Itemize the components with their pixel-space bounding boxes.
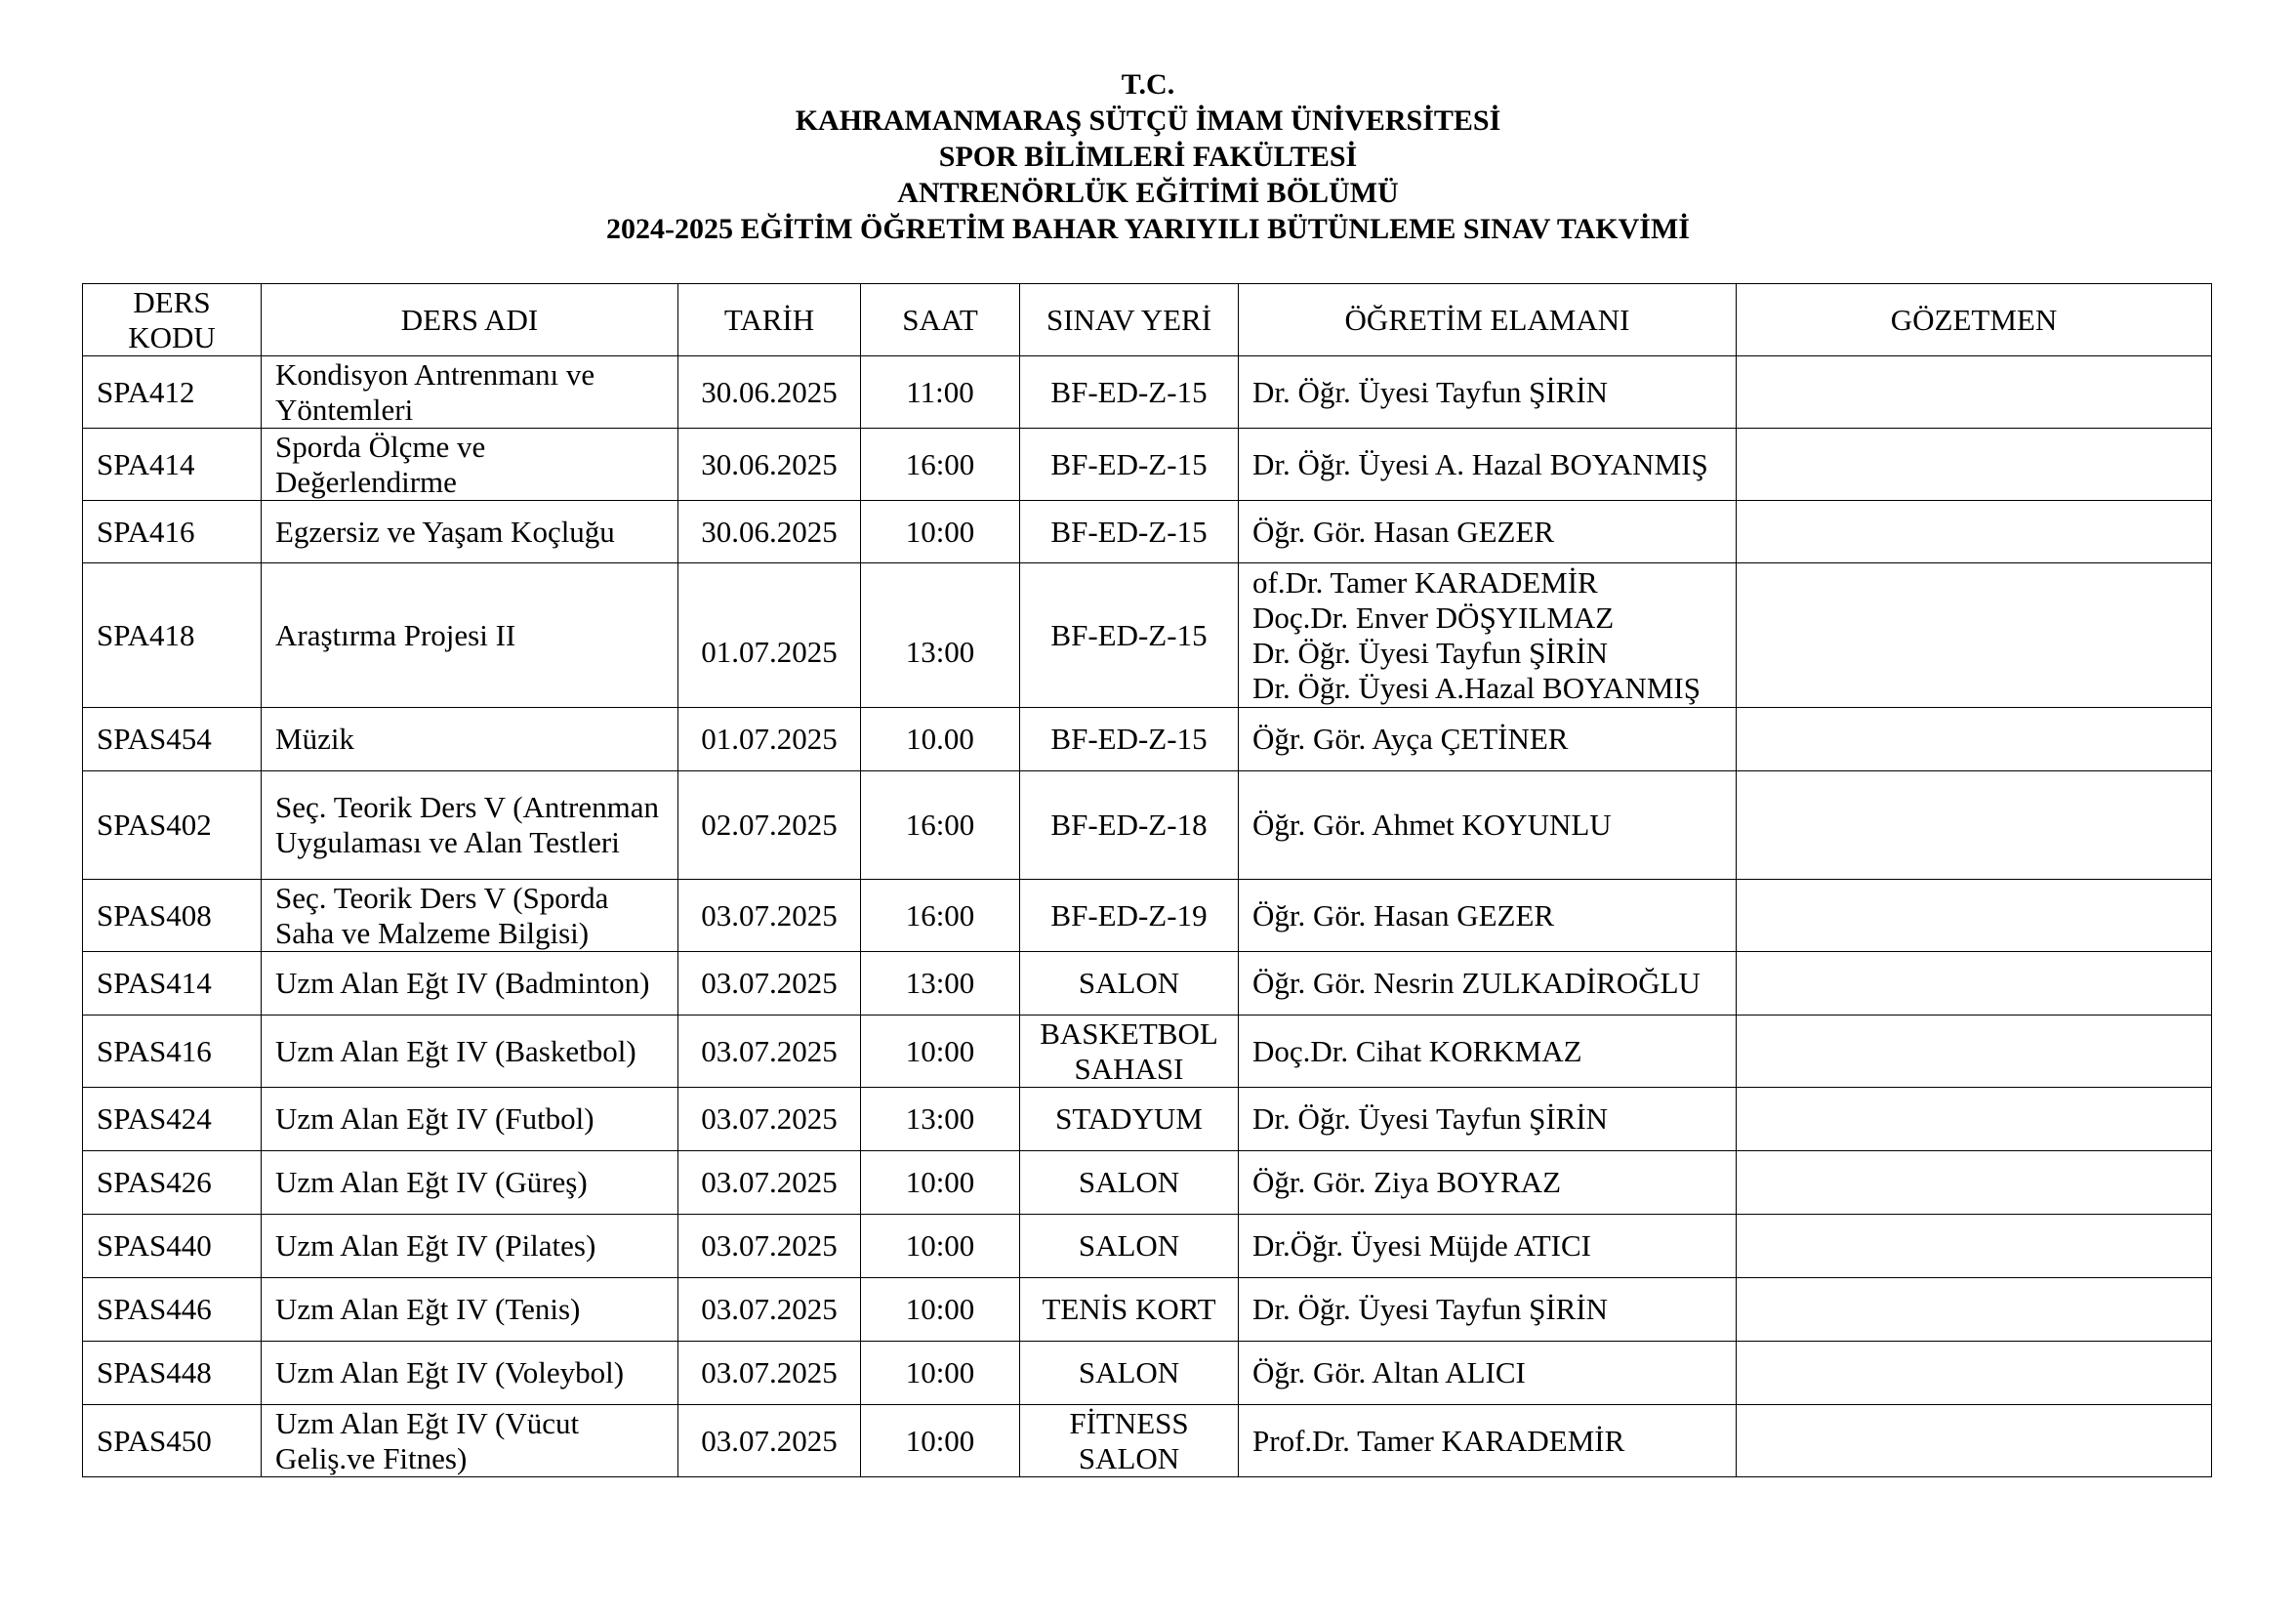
cell-instructor: Öğr. Gör. Hasan GEZER: [1239, 880, 1737, 952]
cell-proctor: [1737, 1016, 2212, 1088]
header-date: TARİH: [678, 284, 861, 356]
table-row: [83, 356, 2212, 429]
cell-time: 16:00: [861, 880, 1020, 952]
cell-time: 16:00: [861, 429, 1020, 501]
cell-course-code: SPAS416: [83, 1016, 262, 1088]
cell-course-name: Uzm Alan Eğt IV (Basketbol): [262, 1016, 678, 1088]
header-course-code-line1: DERS: [133, 284, 211, 319]
cell-place: STADYUM: [1020, 1088, 1239, 1151]
cell-proctor: [1737, 563, 2212, 708]
header-line-tc: T.C.: [1121, 68, 1175, 101]
cell-proctor: [1737, 1151, 2212, 1215]
cell-course-name: Uzm Alan Eğt IV (Güreş): [262, 1151, 678, 1215]
cell-course-name: Uzm Alan Eğt IV (Tenis): [262, 1278, 678, 1342]
header-time: SAAT: [861, 284, 1020, 356]
header-place: SINAV YERİ: [1020, 284, 1239, 356]
cell-instructor: [1239, 563, 1737, 708]
cell-instructor: Dr. Öğr. Üyesi Tayfun ŞİRİN: [1239, 1088, 1737, 1151]
cell-proctor: [1737, 1088, 2212, 1151]
table-row: [83, 708, 2212, 771]
table-row: [83, 501, 2212, 563]
cell-place: BF-ED-Z-18: [1020, 771, 1239, 880]
cell-course-code: SPAS440: [83, 1215, 262, 1278]
cell-instructor: Öğr. Gör. Ayça ÇETİNER: [1239, 708, 1737, 771]
cell-time: 10:00: [861, 1215, 1020, 1278]
cell-date: 03.07.2025: [678, 952, 861, 1016]
cell-place: SALON: [1020, 1342, 1239, 1405]
table-row: [83, 1151, 2212, 1215]
table-row: [83, 1405, 2212, 1477]
cell-date: 03.07.2025: [678, 1215, 861, 1278]
cell-course-code: SPAS414: [83, 952, 262, 1016]
cell-course-name: Uzm Alan Eğt IV (Futbol): [262, 1088, 678, 1151]
cell-date: 30.06.2025: [678, 429, 861, 501]
cell-course-name: Seç. Teorik Ders V (Sporda Saha ve Malzeme Bilgisi): [262, 880, 678, 952]
cell-proctor: [1737, 356, 2212, 429]
cell-instructor: Dr. Öğr. Üyesi A. Hazal BOYANMIŞ: [1239, 429, 1737, 501]
cell-date: 02.07.2025: [678, 771, 861, 880]
cell-place: BF-ED-Z-15: [1020, 501, 1239, 563]
cell-place: BF-ED-Z-15: [1020, 708, 1239, 771]
table-row: [83, 771, 2212, 880]
cell-time: 10:00: [861, 1342, 1020, 1405]
cell-place: BF-ED-Z-15: [1020, 356, 1239, 429]
table-row: [83, 880, 2212, 952]
cell-place: BF-ED-Z-15: [1020, 429, 1239, 501]
cell-date: 03.07.2025: [678, 1151, 861, 1215]
cell-instructor: Dr. Öğr. Üyesi Tayfun ŞİRİN: [1239, 1278, 1737, 1342]
cell-course-name: Uzm Alan Eğt IV (Badminton): [262, 952, 678, 1016]
table-row: [83, 1278, 2212, 1342]
cell-place: BASKETBOL SAHASI: [1020, 1016, 1239, 1088]
cell-instructor: Öğr. Gör. Altan ALICI: [1239, 1342, 1737, 1405]
table-row: [83, 1342, 2212, 1405]
header-proctor: GÖZETMEN: [1737, 284, 2212, 356]
cell-course-code: SPAS402: [83, 771, 262, 880]
cell-date: 30.06.2025: [678, 501, 861, 563]
cell-instructor: Dr.Öğr. Üyesi Müjde ATICI: [1239, 1215, 1737, 1278]
table-row: [83, 1215, 2212, 1278]
cell-course-name: Uzm Alan Eğt IV (Vücut Geliş.ve Fitnes): [262, 1405, 678, 1477]
cell-time: 11:00: [861, 356, 1020, 429]
cell-proctor: [1737, 771, 2212, 880]
table-header-row: [83, 284, 2212, 356]
instructor-name: of.Dr. Tamer KARADEMİR: [1252, 564, 1598, 600]
cell-date: 03.07.2025: [678, 1088, 861, 1151]
table-row: [83, 563, 2212, 708]
cell-instructor: Öğr. Gör. Ziya BOYRAZ: [1239, 1151, 1737, 1215]
cell-time: 10:00: [861, 1016, 1020, 1088]
cell-course-name: Müzik: [262, 708, 678, 771]
header-line-university: KAHRAMANMARAŞ SÜTÇÜ İMAM ÜNİVERSİTESİ: [795, 104, 1501, 137]
header-line-schedule-title: 2024-2025 EĞİTİM ÖĞRETİM BAHAR YARIYILI BÜTÜNLEME SINAV TAKVİMİ: [606, 213, 1690, 245]
cell-course-code: SPAS408: [83, 880, 262, 952]
header-course-code-line2: KODU: [128, 319, 216, 354]
cell-date: 03.07.2025: [678, 880, 861, 952]
cell-time: 10.00: [861, 708, 1020, 771]
cell-course-code: SPAS450: [83, 1405, 262, 1477]
cell-proctor: [1737, 708, 2212, 771]
header-course-code: [83, 284, 262, 356]
table-row: [83, 1088, 2212, 1151]
cell-proctor: [1737, 880, 2212, 952]
header-instructor: ÖĞRETİM ELAMANI: [1239, 284, 1737, 356]
instructor-name: Dr. Öğr. Üyesi Tayfun ŞİRİN: [1252, 635, 1609, 670]
cell-time: 10:00: [861, 1405, 1020, 1477]
cell-time: 10:00: [861, 1278, 1020, 1342]
cell-instructor: Öğr. Gör. Nesrin ZULKADİROĞLU: [1239, 952, 1737, 1016]
cell-date: 03.07.2025: [678, 1016, 861, 1088]
cell-date: 03.07.2025: [678, 1342, 861, 1405]
cell-course-code: SPA412: [83, 356, 262, 429]
cell-date: 01.07.2025: [678, 563, 861, 708]
cell-course-name: Uzm Alan Eğt IV (Voleybol): [262, 1342, 678, 1405]
cell-place: SALON: [1020, 1151, 1239, 1215]
cell-course-code: SPA418: [83, 563, 262, 708]
cell-instructor: Dr. Öğr. Üyesi Tayfun ŞİRİN: [1239, 356, 1737, 429]
cell-course-code: SPA416: [83, 501, 262, 563]
cell-course-name: Sporda Ölçme ve Değerlendirme: [262, 429, 678, 501]
table-row: [83, 952, 2212, 1016]
cell-course-name: Araştırma Projesi II: [262, 563, 678, 708]
cell-course-name: Egzersiz ve Yaşam Koçluğu: [262, 501, 678, 563]
cell-course-code: SPA414: [83, 429, 262, 501]
cell-proctor: [1737, 429, 2212, 501]
cell-proctor: [1737, 1278, 2212, 1342]
cell-time: 16:00: [861, 771, 1020, 880]
header-course-name: DERS ADI: [262, 284, 678, 356]
cell-date: 01.07.2025: [678, 708, 861, 771]
cell-course-name: Kondisyon Antrenmanı ve Yöntemleri: [262, 356, 678, 429]
cell-course-code: SPAS426: [83, 1151, 262, 1215]
cell-date: 03.07.2025: [678, 1278, 861, 1342]
cell-proctor: [1737, 952, 2212, 1016]
cell-course-code: SPAS454: [83, 708, 262, 771]
document-header: [0, 66, 2296, 247]
cell-proctor: [1737, 1215, 2212, 1278]
cell-place: SALON: [1020, 952, 1239, 1016]
instructor-name: Dr. Öğr. Üyesi A.Hazal BOYANMIŞ: [1252, 670, 1701, 705]
cell-proctor: [1737, 1405, 2212, 1477]
cell-course-code: SPAS448: [83, 1342, 262, 1405]
cell-course-code: SPAS446: [83, 1278, 262, 1342]
cell-date: 30.06.2025: [678, 356, 861, 429]
cell-proctor: [1737, 1342, 2212, 1405]
cell-place: BF-ED-Z-19: [1020, 880, 1239, 952]
cell-place: SALON: [1020, 1215, 1239, 1278]
cell-date: 03.07.2025: [678, 1405, 861, 1477]
cell-place: TENİS KORT: [1020, 1278, 1239, 1342]
table-row: [83, 1016, 2212, 1088]
cell-instructor: Öğr. Gör. Ahmet KOYUNLU: [1239, 771, 1737, 880]
exam-schedule-table: [82, 283, 2212, 1477]
cell-instructor: Prof.Dr. Tamer KARADEMİR: [1239, 1405, 1737, 1477]
cell-time: 10:00: [861, 501, 1020, 563]
cell-course-code: SPAS424: [83, 1088, 262, 1151]
cell-instructor: Doç.Dr. Cihat KORKMAZ: [1239, 1016, 1737, 1088]
cell-place: FİTNESS SALON: [1020, 1405, 1239, 1477]
cell-course-name: Seç. Teorik Ders V (Antrenman Uygulaması ve Alan Testleri: [262, 771, 678, 880]
header-line-department: ANTRENÖRLÜK EĞİTİMİ BÖLÜMÜ: [897, 177, 1399, 209]
cell-time: 13:00: [861, 952, 1020, 1016]
cell-instructor: Öğr. Gör. Hasan GEZER: [1239, 501, 1737, 563]
table-row: [83, 429, 2212, 501]
instructor-name: Doç.Dr. Enver DÖŞYILMAZ: [1252, 600, 1615, 635]
cell-time: 10:00: [861, 1151, 1020, 1215]
cell-place: BF-ED-Z-15: [1020, 563, 1239, 708]
cell-time: 13:00: [861, 1088, 1020, 1151]
cell-course-name: Uzm Alan Eğt IV (Pilates): [262, 1215, 678, 1278]
cell-time: 13:00: [861, 563, 1020, 708]
header-line-faculty: SPOR BİLİMLERİ FAKÜLTESİ: [938, 141, 1358, 173]
cell-proctor: [1737, 501, 2212, 563]
